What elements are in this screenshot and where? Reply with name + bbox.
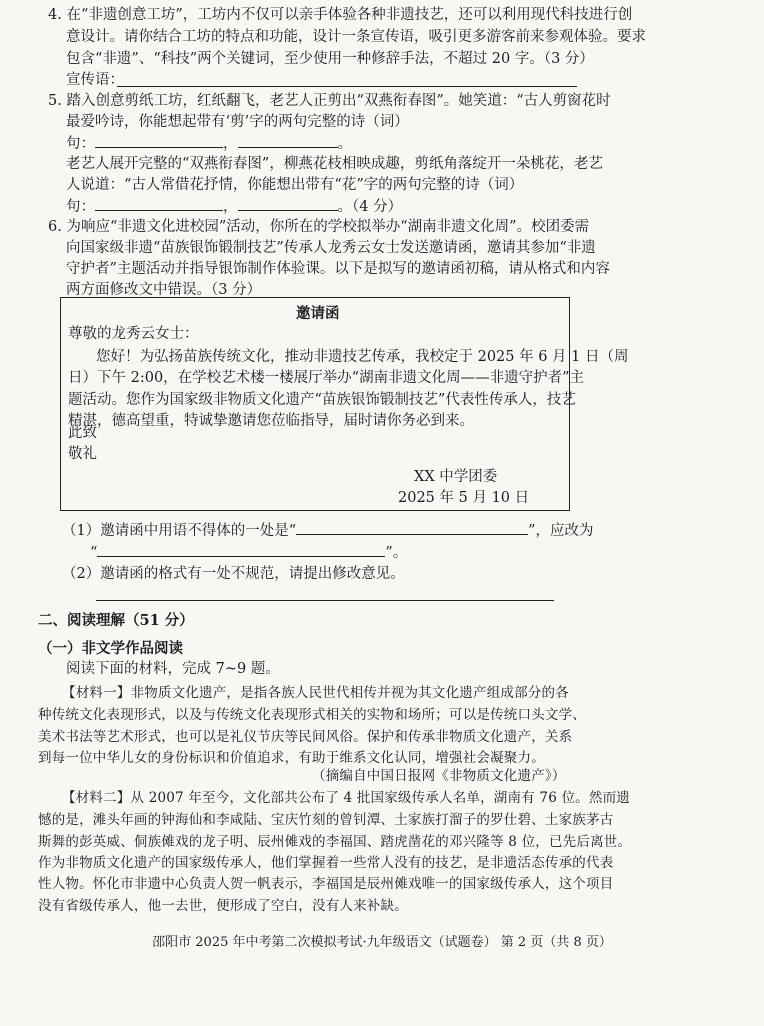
section2-instruction: 阅读下面的材料，完成 7~9 题。 — [66, 661, 280, 677]
material1-line4: 到每一位中华儿女的身份标识和价值追求，有助于维系文化认同，增强社会凝聚力。 — [38, 750, 545, 766]
q6-line4: 两方面修改文中错误。（3 分） — [66, 282, 262, 298]
q4-answer-line[interactable] — [117, 86, 577, 87]
letter-body-1: 您好！为弘扬苗族传统文化，推动非遗技艺传承，我校定于 2025 年 6 月 1 日（周 — [96, 349, 629, 365]
material2-line6: 没有省级传承人，他一去世，便形成了空白，没有人来补缺。 — [38, 898, 408, 914]
letter-body-2: 日）下午 2:00，在学校艺术楼一楼展厅举办“湖南非遗文化周——非遗守护者”主 — [68, 370, 584, 386]
material1-line2: 种传统文化表现形式，以及与传统文化表现形式相关的实物和场所；可以是传统口头文学、 — [38, 707, 586, 723]
material1-line3: 美术书法等艺术形式，也可以是礼仪节庆等民间风俗。保护和传承非物质文化遗产，关系 — [38, 729, 573, 745]
q5-blank-1[interactable] — [95, 133, 223, 148]
material1-line1: 【材料一】非物质文化遗产，是指各族人民世代相传并视为其文化遗产组成部分的各 — [62, 685, 569, 701]
q5-line1: 5. 踏入创意剪纸工坊，红纸翻飞，老艺人正剪出“双燕衔春图”。她笑道：“古人剪窗花时 — [48, 93, 611, 109]
q5-line4: 老艺人展开完整的“双燕衔春图”，柳燕花枝相映成趣，剪纸角落绽开一朵桃花，老艺 — [66, 156, 603, 172]
section2-part1: （一）非文学作品阅读 — [38, 640, 183, 657]
letter-salutation: 尊敬的龙秀云女士： — [68, 326, 199, 342]
q5-line3-sep: ， — [223, 136, 238, 152]
sub1-suffix: ”，应改为 — [528, 523, 594, 539]
sub1-open-quote: “ — [90, 545, 98, 561]
q6-line1: 6. 为响应“非遗文化进校园”活动，你所在的学校拟举办“湖南非遗文化周”。校团委需 — [48, 219, 590, 235]
sub1-blank-1[interactable] — [296, 520, 528, 535]
letter-body-4: 精湛，德高望重，特诚挚邀请您莅临指导，届时请你务必到来。 — [68, 413, 474, 429]
sub2-answer-line[interactable] — [96, 600, 554, 601]
material2-line3: 斯舞的彭英威、侗族傩戏的龙子明、辰州傩戏的李福国、踏虎凿花的邓兴隆等 8 位，已先后离世。 — [38, 834, 632, 850]
q5-line3-end: 。 — [337, 136, 352, 152]
sub1-prefix: （1）邀请函中用语不得体的一处是“ — [62, 523, 297, 539]
material2-line5: 性人物。怀化市非遗中心负责人贺一帆表示，李福国是辰州傩戏唯一的国家级传承人，这个项目 — [38, 876, 614, 892]
material2-line4: 作为非物质文化遗产的国家级传承人，他们掌握着一些常人没有的技艺，是非遗活态传承的代表 — [38, 855, 614, 871]
q5-line3-prefix: 句： — [66, 136, 95, 152]
letter-body-3: 题活动。您作为国家级非物质文化遗产“苗族银饰锻制技艺”代表性传承人，技艺 — [68, 392, 576, 408]
q5-blank-2[interactable] — [238, 133, 338, 148]
q4-line1: 4. 在“非遗创意工坊”，工坊内不仅可以亲手体验各种非遗技艺，还可以利用现代科技进行创 — [48, 7, 633, 23]
q5-line6-sep: ， — [223, 199, 238, 215]
q5-line3 — [66, 133, 352, 154]
sub1-blank-2[interactable] — [97, 542, 385, 557]
q4-line3: 包含“非遗”、“科技”两个关键词，至少使用一种修辞手法，不超过 20 字。（3 分） — [66, 51, 594, 67]
q5-line6-prefix: 句： — [66, 199, 95, 215]
q5-line6-end: 。（4 分） — [337, 199, 403, 215]
q5-line5: 人说道：“古人常借花抒情，你能想出带有“花”字的两句完整的诗（词） — [66, 177, 524, 193]
q6-line2: 向国家级非遗“苗族银饰锻制技艺”传承人龙秀云女士发送邀请函，邀请其参加“非遗 — [66, 240, 596, 256]
sub1-line1 — [62, 520, 594, 541]
material2-line1: 【材料二】从 2007 年至今，文化部共公布了 4 批国家级传承人名单，湖南有 76 位。然而遗 — [62, 790, 630, 806]
q4-line2: 意设计。请你结合工坊的特点和功能，设计一条宣传语，吸引更多游客前来参观体验。要求 — [66, 29, 646, 45]
q4-answer-label: 宣传语： — [66, 72, 124, 88]
sub1-close-quote: ”。 — [385, 545, 408, 561]
q5-blank-4[interactable] — [238, 196, 338, 211]
section2-title: 二、阅读理解（51 分） — [38, 612, 194, 629]
q6-line3: 守护者”主题活动并指导银饰制作体验课。以下是拟写的邀请函初稿，请从格式和内容 — [66, 261, 610, 277]
letter-signer: XX 中学团委 — [414, 469, 498, 485]
letter-closing-2: 敬礼 — [68, 446, 97, 462]
q5-blank-3[interactable] — [95, 196, 223, 211]
page-footer: 邵阳市 2025 年中考第二次模拟考试·九年级语文（试题卷） 第 2 页（共 8 页） — [152, 935, 612, 950]
material2-line2: 憾的是，滩头年画的钟海仙和李咸陆、宝庆竹刻的曾钊潭、土家族打溜子的罗仕碧、土家族茅古 — [38, 812, 614, 828]
q5-line6 — [66, 196, 402, 217]
sub1-line2 — [90, 542, 407, 563]
letter-date: 2025 年 5 月 10 日 — [398, 490, 530, 506]
letter-closing-1: 此致 — [68, 425, 97, 441]
letter-title: 邀请函 — [296, 305, 340, 322]
q5-line2: 最爱吟诗，你能想起带有‘剪’字的两句完整的诗（词） — [66, 114, 409, 130]
sub2-text: （2）邀请函的格式有一处不规范，请提出修改意见。 — [62, 566, 405, 582]
material1-source: （摘编自中国日报网《非物质文化遗产》） — [312, 768, 566, 784]
